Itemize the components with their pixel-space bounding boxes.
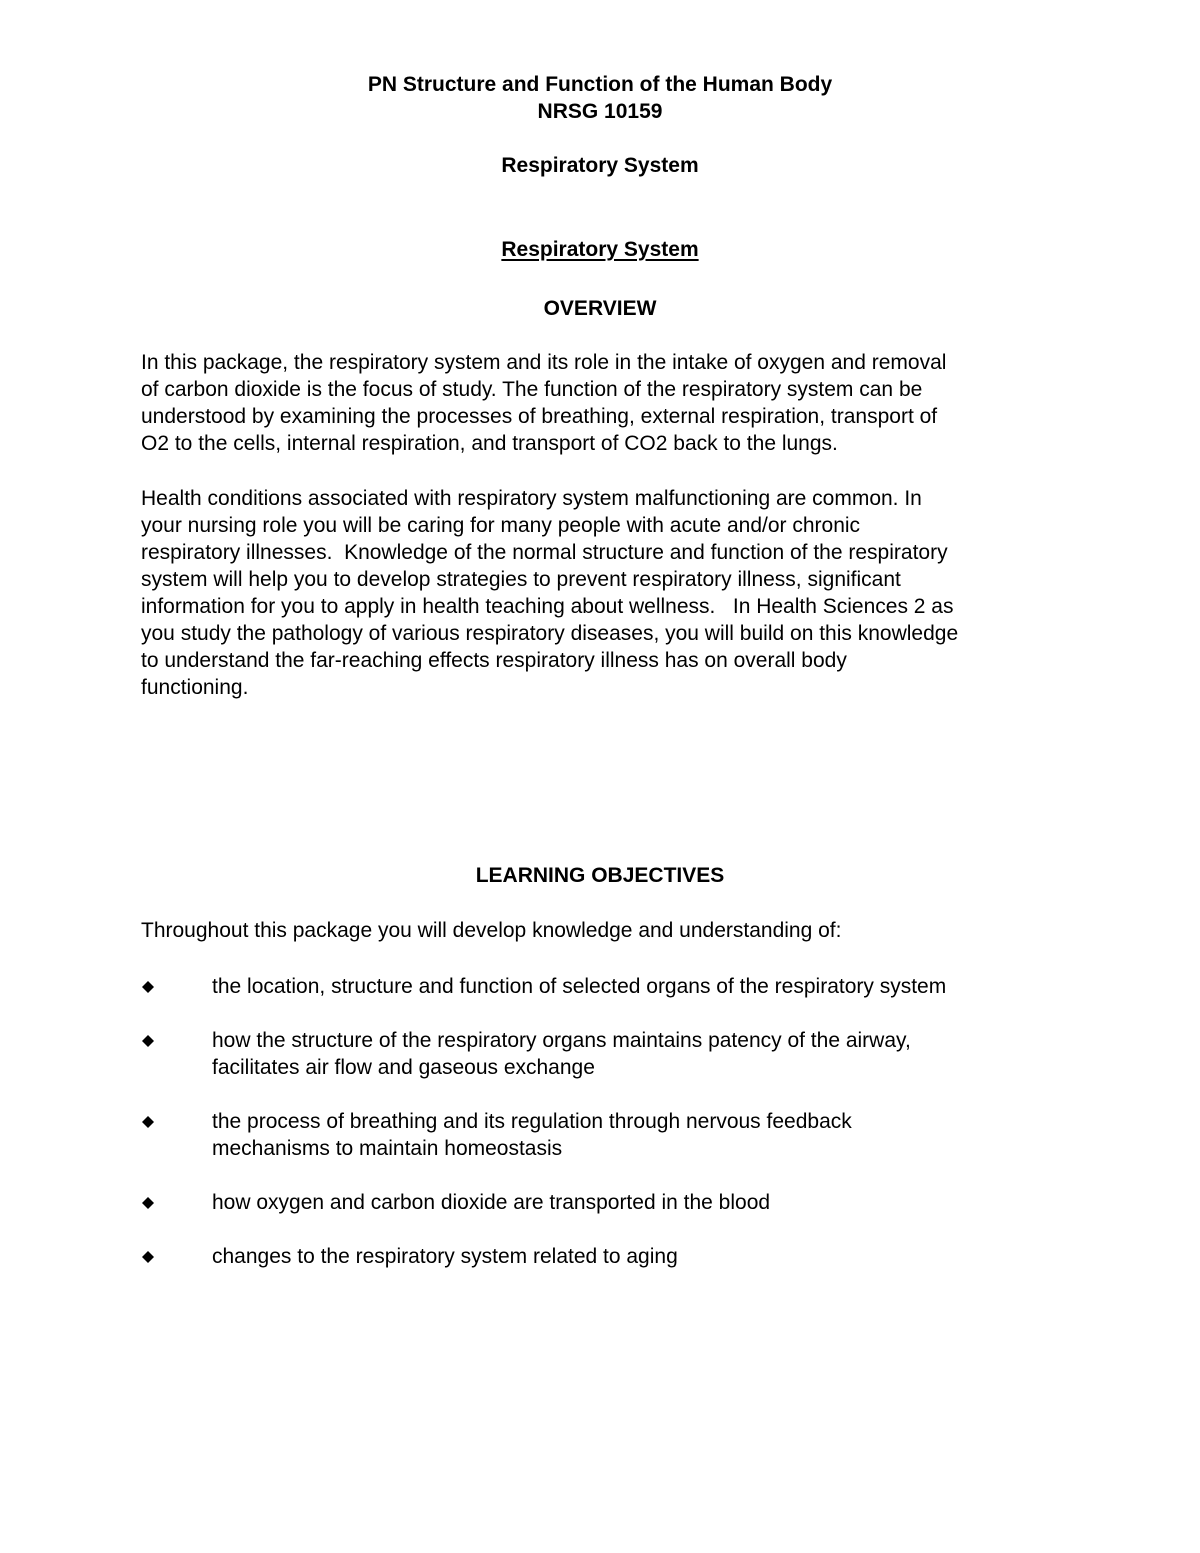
paragraph-line: you study the pathology of various respiratory diseases, you will build on this knowledge: [141, 622, 959, 645]
diamond-bullet-icon: [141, 1189, 161, 1216]
paragraph-line: respiratory illnesses. Knowledge of the normal structure and function of the respiratory: [141, 541, 948, 564]
list-item-text: how the structure of the respiratory organs maintains patency of the airway,: [212, 1029, 911, 1052]
list-item-text: facilitates air flow and gaseous exchange: [212, 1056, 595, 1079]
list-item-text: mechanisms to maintain homeostasis: [212, 1137, 563, 1160]
overview-heading: OVERVIEW: [543, 297, 657, 320]
list-item-text: how oxygen and carbon dioxide are transported in the blood: [212, 1191, 771, 1214]
paragraph-line: In this package, the respiratory system and its role in the intake of oxygen and removal: [141, 351, 947, 374]
paragraph-line: Health conditions associated with respiratory system malfunctioning are common. In: [141, 487, 922, 510]
paragraph-line: of carbon dioxide is the focus of study. The function of the respiratory system can be: [141, 378, 923, 401]
unit-title: Respiratory System: [501, 154, 699, 177]
paragraph-line: O2 to the cells, internal respiration, and transport of CO2 back to the lungs.: [141, 432, 838, 455]
diamond-bullet-icon: [141, 973, 161, 1000]
course-code: NRSG 10159: [537, 100, 663, 123]
paragraph-line: understood by examining the processes of breathing, external respiration, transport of: [141, 405, 938, 428]
paragraph-line: Throughout this package you will develop knowledge and understanding of:: [141, 919, 842, 942]
paragraph-line: to understand the far-reaching effects respiratory illness has on overall body: [141, 649, 847, 672]
paragraph-line: functioning.: [141, 676, 249, 699]
diamond-bullet-icon: [141, 1108, 161, 1135]
paragraph-line: system will help you to develop strategies to prevent respiratory illness, significant: [141, 568, 901, 591]
list-item-text: the location, structure and function of selected organs of the respiratory system: [212, 975, 947, 998]
paragraph-line: your nursing role you will be caring for many people with acute and/or chronic: [141, 514, 861, 537]
diamond-bullet-icon: [141, 1243, 161, 1270]
list-item-text: changes to the respiratory system related to aging: [212, 1245, 678, 1268]
course-title: PN Structure and Function of the Human Body: [367, 73, 833, 96]
section-title: Respiratory System: [501, 238, 699, 261]
paragraph-line: information for you to apply in health teaching about wellness. In Health Sciences 2 as: [141, 595, 954, 618]
diamond-bullet-icon: [141, 1027, 161, 1054]
list-item-text: the process of breathing and its regulation through nervous feedback: [212, 1110, 852, 1133]
learning-objectives-heading: LEARNING OBJECTIVES: [475, 864, 725, 887]
